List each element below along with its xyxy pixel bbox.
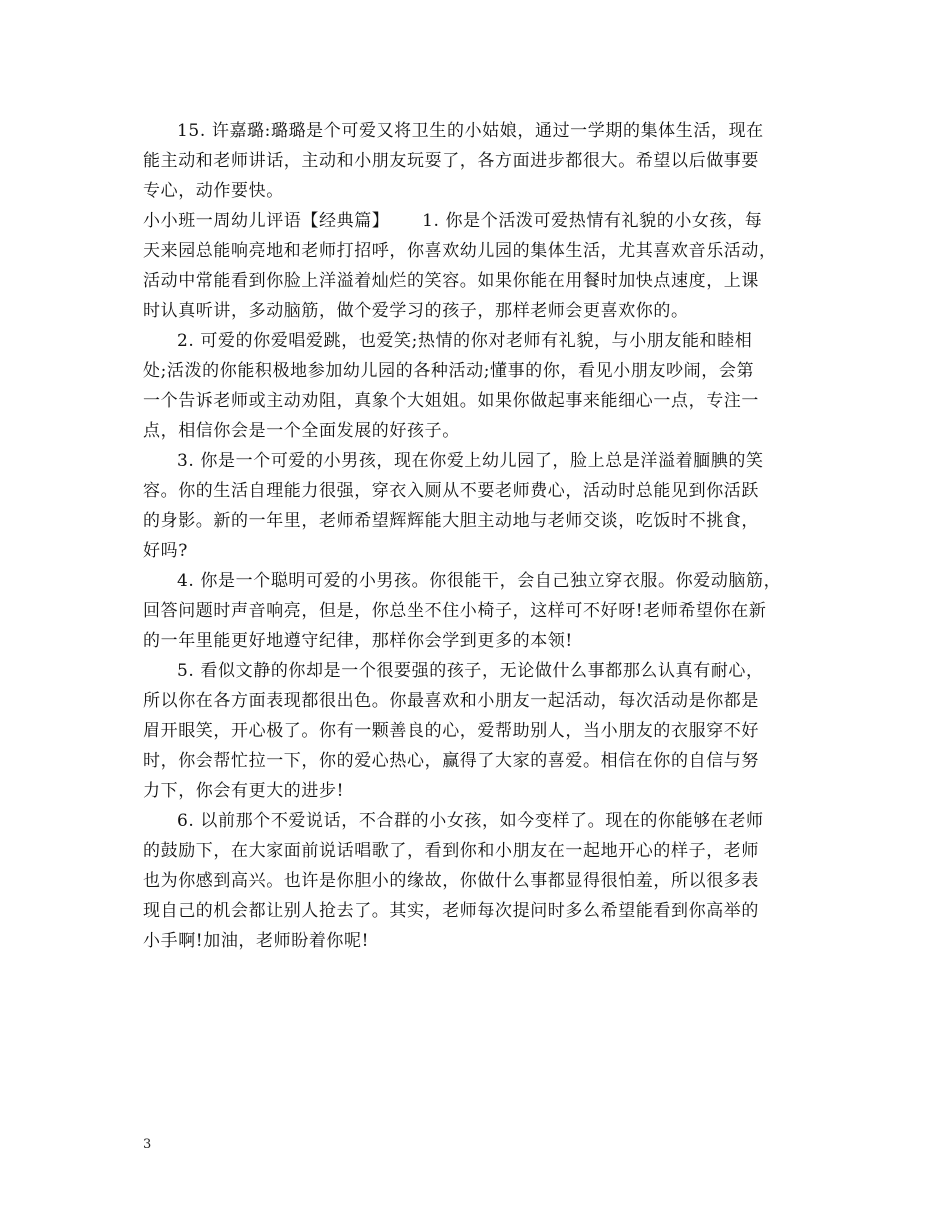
text-line: 回答问题时声音响亮，但是，你总坐不住小椅子，这样可不好呀!老师希望你在新 xyxy=(143,601,767,621)
text-line: 2. 可爱的你爱唱爱跳，也爱笑;热情的你对老师有礼貌，与小朋友能和睦相 xyxy=(177,331,753,351)
text-line: 的鼓励下，在大家面前说话唱歌了，看到你和小朋友在一起地开心的样子，老师 xyxy=(143,841,759,861)
text-line: 4. 你是一个聪明可爱的小男孩。你很能干，会自己独立穿衣服。你爱动脑筋， xyxy=(177,571,782,591)
text-line: 点，相信你会是一个全面发展的好孩子。 xyxy=(143,421,460,441)
text-line: 眉开眼笑，开心极了。你有一颗善良的心，爱帮助别人，当小朋友的衣服穿不好 xyxy=(143,721,759,741)
text-line: 容。你的生活自理能力很强，穿衣入厕从不要老师费心，活动时总能见到你活跃 xyxy=(143,481,759,501)
text-line: 小小班一周幼儿评语【经典篇】 1. 你是个活泼可爱热情有礼貌的小女孩，每 xyxy=(143,211,763,231)
text-line: 所以你在各方面表现都很出色。你最喜欢和小朋友一起活动，每次活动是你都是 xyxy=(143,691,759,711)
page-number: 3 xyxy=(143,1137,152,1152)
text-line: 6. 以前那个不爱说话，不合群的小女孩，如今变样了。现在的你能够在老师 xyxy=(177,811,764,831)
text-line: 一个告诉老师或主动劝阻，真象个大姐姐。如果你做起事来能细心一点，专注一 xyxy=(143,391,759,411)
text-line: 专心，动作要快。 xyxy=(143,181,284,201)
text-line: 5. 看似文静的你却是一个很要强的孩子，无论做什么事都那么认真有耐心， xyxy=(177,661,764,681)
text-line: 现自己的机会都让别人抢去了。其实，老师每次提问时多么希望能看到你高举的 xyxy=(143,901,759,921)
text-line: 15. 许嘉璐:璐璐是个可爱又将卫生的小姑娘，通过一学期的集体生活，现在 xyxy=(177,121,764,141)
text-line: 能主动和老师讲话，主动和小朋友玩耍了，各方面进步都很大。希望以后做事要 xyxy=(143,151,759,171)
text-line: 天来园总能响亮地和老师打招呼，你喜欢幼儿园的集体生活，尤其喜欢音乐活动， xyxy=(143,241,777,261)
text-line: 时认真听讲，多动脑筋，做个爱学习的孩子，那样老师会更喜欢你的。 xyxy=(143,301,689,321)
text-line: 的身影。新的一年里，老师希望辉辉能大胆主动地与老师交谈，吃饭时不挑食， xyxy=(143,511,759,531)
text-line: 的一年里能更好地遵守纪律，那样你会学到更多的本领! xyxy=(143,631,573,651)
text-line: 3. 你是一个可爱的小男孩，现在你爱上幼儿园了，脸上总是洋溢着腼腆的笑 xyxy=(177,451,764,471)
text-line: 时，你会帮忙拉一下，你的爱心热心，赢得了大家的喜爱。相信在你的自信与努 xyxy=(143,751,759,771)
text-line: 也为你感到高兴。也许是你胆小的缘故，你做什么事都显得很怕羞，所以很多表 xyxy=(143,871,759,891)
text-line: 好吗? xyxy=(143,541,188,561)
text-line: 处;活泼的你能积极地参加幼儿园的各种活动;懂事的你，看见小朋友吵闹，会第 xyxy=(143,361,755,381)
text-line: 力下，你会有更大的进步! xyxy=(143,781,345,801)
text-line: 小手啊!加油，老师盼着你呢! xyxy=(143,931,370,951)
document-body xyxy=(143,116,811,956)
text-line: 活动中常能看到你脸上洋溢着灿烂的笑容。如果你能在用餐时加快点速度，上课 xyxy=(143,271,759,291)
